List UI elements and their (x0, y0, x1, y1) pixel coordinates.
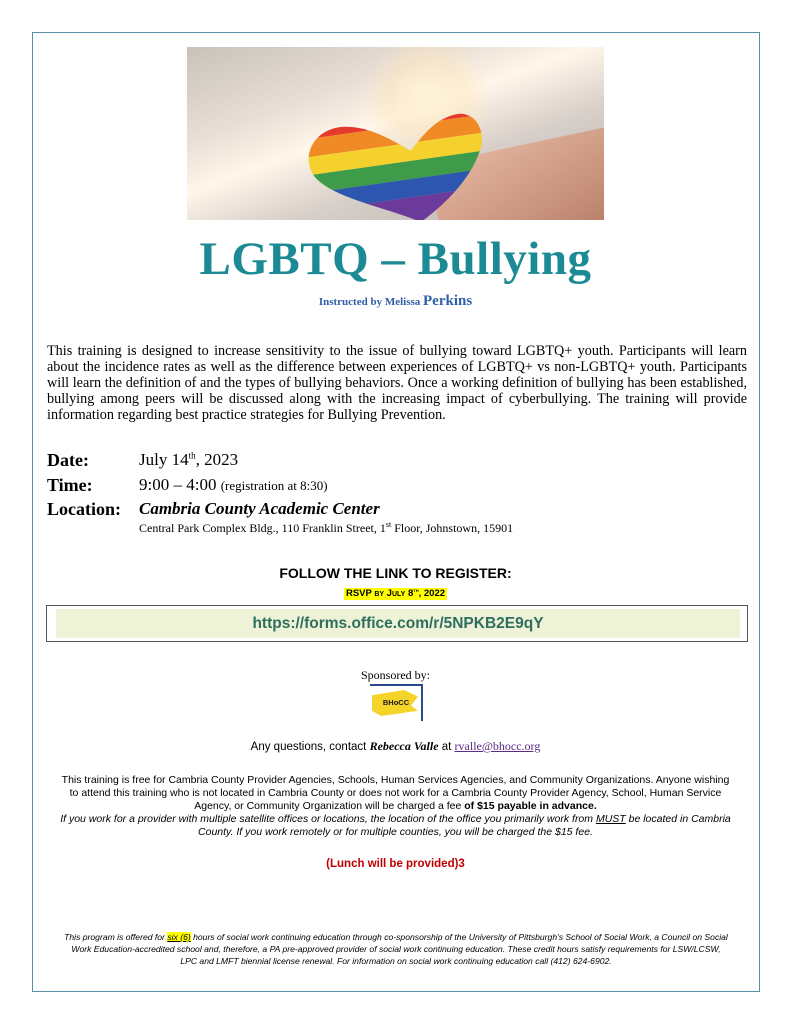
contact-line (0, 739, 791, 754)
ceu-prefix: This program is offered for (64, 932, 168, 942)
rainbow-heart-icon (187, 47, 604, 220)
fee-italic-b: be located in Cambria County. If you work remotely or for multiple counties, you will be charged the $15 fee. (198, 813, 731, 838)
fee-italic-note (60, 813, 731, 838)
address-sup: st (385, 520, 392, 529)
instructor-prefix: Instructed by Melissa (318, 296, 424, 308)
ceu-hours-highlight: six (6) (167, 932, 191, 942)
register-heading: FOLLOW THE LINK TO REGISTER: (279, 565, 512, 581)
rsvp-deadline (344, 588, 447, 600)
date-value (139, 450, 238, 470)
ceu-notice (62, 931, 730, 967)
logo-side-rule (421, 684, 423, 721)
address-part-1: Central Park Complex Bldg., 110 Franklin Street, 1 (139, 521, 386, 535)
time-value (139, 475, 328, 495)
contact-email-link[interactable]: rvalle@bhocc.org (454, 739, 541, 753)
location-label: Location: (47, 499, 121, 519)
date-label: Date: (47, 450, 89, 470)
address-part-2: Floor, Johnstown, 15901 (391, 521, 514, 535)
fee-italic-a: If you work for a provider with multiple satellite offices or locations, the location of the office you primarily work from (60, 813, 596, 825)
logo-text: BHoCC (382, 698, 410, 707)
rsvp-text: RSVP by July 8 (345, 588, 414, 599)
time-range: 9:00 – 4:00 (139, 475, 217, 494)
contact-middle: at (438, 741, 455, 753)
time-note: (registration at 8:30) (220, 478, 328, 493)
rsvp-year: , 2022 (418, 588, 446, 599)
register-link-box (46, 605, 748, 642)
date-year: , 2023 (195, 450, 239, 469)
location-name: Cambria County Academic Center (139, 499, 380, 518)
date-month-day: July 14 (139, 450, 189, 469)
location-address (139, 521, 513, 536)
register-link[interactable]: https://forms.office.com/r/5NPKB2E9qY (56, 609, 740, 638)
date-suffix: th (188, 450, 196, 461)
rsvp-wrap (0, 583, 791, 601)
training-description: This training is designed to increase sensitivity to the issue of bullying toward LGBTQ+ youth. Participants will learn about the incidence rates as well as the difference between experiences of LGBTQ+ vs non-LGBTQ+ youth. Participants will learn the definition of and the types of bullying behaviors. Once a working definition of bullying has been established, bullying among peers will be discussed along with the increasing impact of cyberbullying. The training will provide information regarding best practice strategies for Bullying Prevention. (47, 343, 747, 423)
contact-name: Rebecca Valle (369, 739, 439, 753)
ceu-rest: hours of social work continuing education through co-sponsorship of the University of Pittsburgh's School of Social Work, a Council on Social Work Education-accredited school and, therefore, a PA pre-approved provider of social work continuing education. These credit hours satisfy requirements for LSW/LCSW, LPC and LMFT biennial license renewal. For information on social work continuing education call (412) 624-6902. (71, 932, 728, 966)
sponsored-label: Sponsored by: (361, 668, 430, 682)
fee-notice (60, 774, 731, 839)
rsvp-sup: th (413, 587, 419, 594)
lunch-note: (Lunch will be provided)3 (326, 858, 465, 870)
fee-amount: of $15 payable in advance. (464, 800, 597, 812)
instructor-line (0, 293, 791, 310)
instructor-last-name: Perkins (423, 293, 473, 309)
logo-top-rule (370, 684, 423, 686)
fee-text: This training is free for Cambria County Provider Agencies, Schools, Human Services Agencies, and Community Organizations. Anyone wishing to attend this training who is not located in Cambria County or does not work for a Cambria County Provider Agency, School, Human Service Agency, or Community Organization will be charged a fee (61, 774, 730, 812)
time-label: Time: (47, 475, 93, 495)
bhocc-logo (370, 684, 424, 721)
page-title: LGBTQ – Bullying (199, 233, 592, 285)
rainbow-heart-image (187, 47, 604, 220)
contact-prefix: Any questions, contact (250, 741, 370, 753)
fee-italic-must: MUST (595, 813, 626, 825)
